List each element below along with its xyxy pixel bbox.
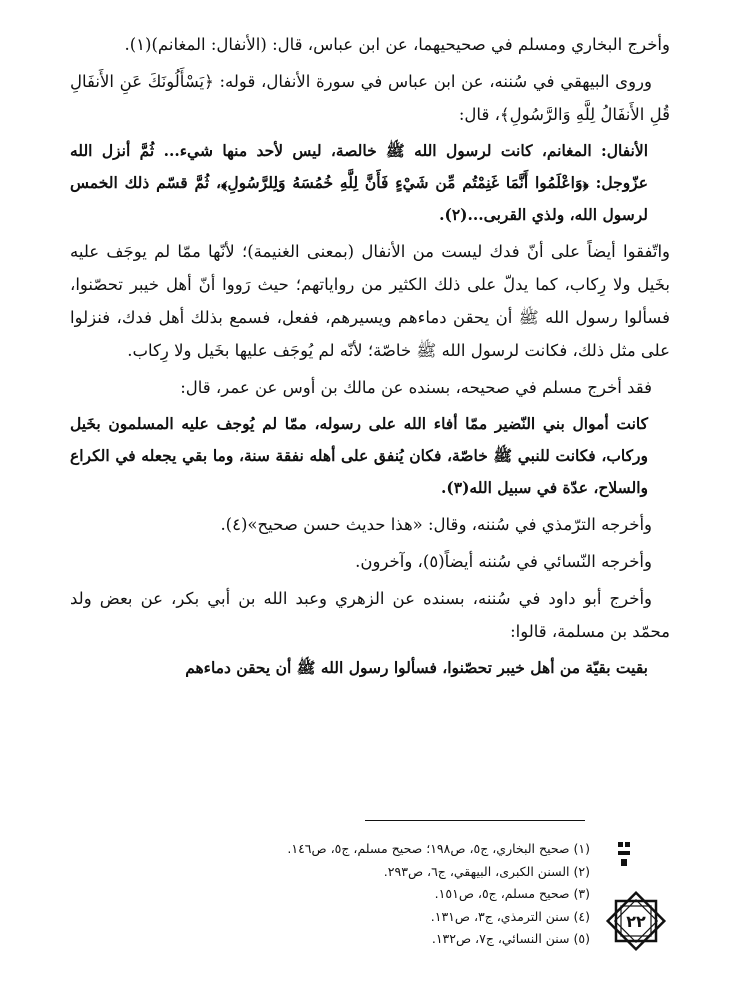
- paragraph: فقد أخرج مسلم في صحيحه، بسنده عن مالك بن أوس عن عمر، قال:: [180, 378, 652, 397]
- footnote: (٥) سنن النسائي، ج٧، ص١٣٢.: [431, 931, 590, 946]
- paragraph: وأخرج أبو داود في سُننه، بسنده عن الزهري وعبد الله بن أبي بكر، عن بعض ولد محمّد بن مسلمة، قالوا:: [70, 589, 670, 641]
- paragraph: وأخرجه الترّمذي في سُننه، وقال: «هذا حديث حسن صحيح»(٤).: [220, 515, 652, 534]
- quoted-passage: الأنفال: المغانم، كانت لرسول الله ﷺ خالصة، ليس لأحد منها شيء... ثُمَّ أنزل الله عزّوجل: ﴿وَاعْلَمُوا أَنَّمَا غَنِمْتُم مِّن شَيْءٍ فَأَنَّ لِلَّهِ خُمُسَهُ وَلِلرَّسُولِ﴾، ثُمَّ قسّم ذلك الخمس لرسول الله، ولذي القربى...(٢).: [70, 141, 648, 224]
- footnote-divider: [365, 820, 585, 821]
- footnote: (٢) السنن الكبرى، البيهقي، ج٦، ص٢٩٣.: [383, 863, 590, 879]
- footnote: (١) صحيح البخاري، ج٥، ص١٩٨؛ صحيح مسلم، ج٥، ص١٤٦.: [287, 841, 590, 856]
- footnote: (٣) صحيح مسلم، ج٥، ص١٥١.: [434, 886, 590, 901]
- quoted-passage: كانت أموال بني النّضير ممّا أفاء الله على رسوله، ممّا لم يُوجف عليه المسلمون بخَيل وركاب، فكانت للنبي ﷺ خاصّة، فكان يُنفق على أهله نفقة سنة، وما بقي يجعله في الكراع والسلاح، عدّة في سبيل الله(٣).: [70, 414, 648, 497]
- page-body: [70, 28, 670, 688]
- footnotes: [260, 838, 590, 951]
- ornament-icon: [616, 840, 632, 868]
- footnote: (٤) سنن الترمذي، ج٣، ص١٣١.: [430, 908, 590, 924]
- paragraph: واتّفقوا أيضاً على أنّ فدك ليست من الأنفال (بمعنى الغنيمة)؛ لأنّها ممّا لم يوجَف عليه بخَيل ولا رِكاب، كما يدلّ على ذلك الكثير من رواياتهم؛ حيث رَووا أنّ أهل خيبر تحصّنوا، فسألوا رسول الله ﷺ أن يحقن دماءهم ويسيرهم، ففعل، فسمع بذلك أهل فدك، فنزلوا على مثل ذلك، فكانت لرسول الله ﷺ خاصّة؛ لأنّه لم يُوجَف عليها بخَيل ولا رِكاب.: [70, 242, 670, 360]
- paragraph: وأخرج البخاري ومسلم في صحيحيهما، عن ابن عباس، قال: (الأنفال: المغانم)(١).: [124, 35, 670, 54]
- page-number: ٢٢: [626, 911, 646, 931]
- paragraph: وأخرجه النّسائي في سُننه أيضاً(٥)، وآخرون.: [355, 552, 652, 571]
- quoted-passage: بقيت بقيّة من أهل خيبر تحصّنوا، فسألوا رسول الله ﷺ أن يحقن دماءهم: [185, 658, 648, 677]
- paragraph: وروى البيهقي في سُننه، عن ابن عباس في سورة الأنفال، قوله: ﴿يَسْأَلُونَكَ عَنِ الأَنفَالِ قُلِ الأَنفَالُ لِلَّهِ وَالرَّسُولِ﴾، قال:: [70, 72, 670, 124]
